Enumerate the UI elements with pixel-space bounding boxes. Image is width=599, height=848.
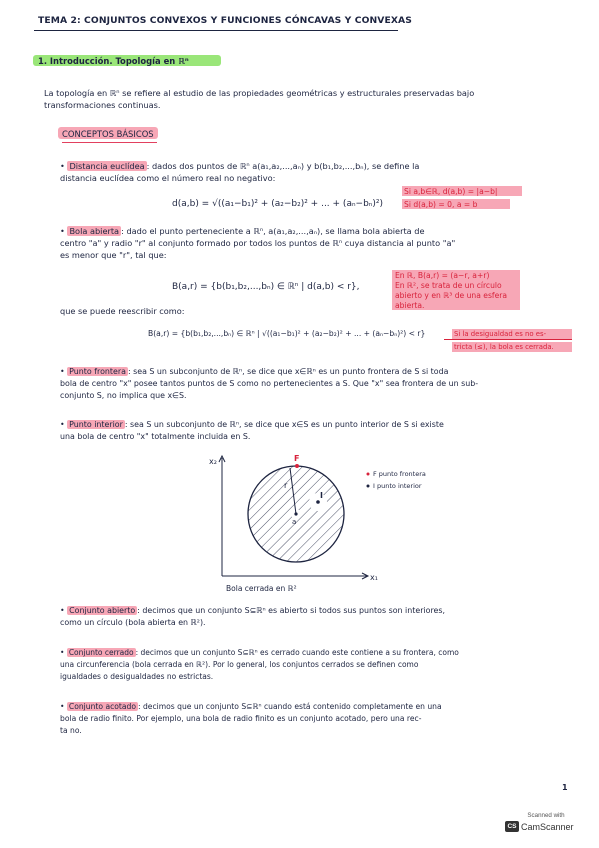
- frontier-label: F: [294, 454, 300, 463]
- abierto-line-1: • Conjunto abierto : decimos que un conjunto S⊆ℝⁿ es abierto si todos sus puntos son interiores,: [60, 606, 445, 615]
- acotado-line-1: • Conjunto acotado : decimos que un conjunto S⊆ℝⁿ cuando está contenido completamente en una: [60, 702, 442, 711]
- intro-line-1: La topología en ℝⁿ se refiere al estudio de las propiedades geométricas y estructurales preservadas bajo: [44, 88, 475, 98]
- camscanner-name: CamScanner: [521, 821, 574, 832]
- camscanner-logo-icon: CS: [505, 821, 519, 832]
- distancia-note-2: Si d(a,b) = 0, a = b: [404, 200, 478, 209]
- bola-note-6: tricta (≤), la bola es cerrada.: [454, 343, 554, 351]
- interior-line-2: una bola de centro "x" totalmente incluida en S.: [60, 432, 251, 441]
- x2-label: x₂: [209, 457, 217, 466]
- distancia-term: Distancia euclídea: [69, 161, 145, 171]
- acotado-line-3: ta no.: [60, 726, 82, 735]
- intro-line-2: transformaciones continuas.: [44, 100, 161, 110]
- distancia-formula: d(a,b) = √((a₁−b₁)² + (a₂−b₂)² + ... + (aₙ−bₙ)²): [172, 199, 384, 209]
- frontera-line-1: • Punto frontera : sea S un subconjunto de ℝⁿ, se dice que x∈ℝⁿ es un punto frontera de S si toda: [60, 367, 449, 376]
- cerrado-term: Conjunto cerrado: [68, 648, 134, 657]
- closed-ball-diagram: [200, 450, 480, 600]
- cerrado-line-3: igualdades o desigualdades no estrictas.: [60, 672, 214, 681]
- x1-label: x₁: [370, 573, 378, 582]
- cerrado-line-2: una circunferencia (bola cerrada en ℝ²). Por lo general, los conjuntos cerrados se definen como: [60, 660, 419, 669]
- diagram-caption: Bola cerrada en ℝ²: [226, 584, 297, 593]
- frontera-line-2: bola de centro "x" posee tantos puntos de S como no pertenecientes a S. Que "x" sea frontera de un sub-: [60, 379, 479, 388]
- radius-label: r: [284, 481, 288, 490]
- interior-line-1: • Punto interior : sea S un subconjunto de ℝⁿ, se dice que x∈S es un punto interior de S si existe: [60, 420, 444, 429]
- page-number: 1: [562, 783, 568, 792]
- bola-note-3: abierto y en ℝ³ de una esfera: [395, 291, 508, 300]
- bola-line-2: centro "a" y radio "r" al conjunto formado por todos los puntos de ℝⁿ cuya distancia al punto "a": [60, 238, 456, 248]
- bola-term: Bola abierta: [69, 226, 120, 236]
- distancia-note-1: Si a,b∈ℝ, d(a,b) = |a−b|: [404, 187, 498, 196]
- conceptos-underline: [62, 142, 157, 143]
- legend-interior: I punto interior: [373, 482, 422, 490]
- cerrado-line-1: • Conjunto cerrado : decimos que un conjunto S⊆ℝⁿ es cerrado cuando este contiene a su frontera, como: [60, 648, 459, 657]
- abierto-term: Conjunto abierto: [69, 606, 136, 615]
- center-label: a: [292, 518, 297, 526]
- bola-note-2: En ℝ², se trata de un círculo: [395, 281, 502, 290]
- camscanner-watermark: [505, 812, 587, 832]
- distancia-line-1: • Distancia euclídea : dados dos puntos de ℝⁿ a(a₁,a₂,...,aₙ) y b(b₁,b₂,...,bₙ), se define la: [60, 161, 420, 171]
- scanned-with-label: Scanned with: [527, 812, 565, 819]
- bola-note-1: En ℝ, B(a,r) = (a−r, a+r): [395, 271, 490, 280]
- interior-term: Punto interior: [69, 420, 123, 429]
- interior-point: [316, 500, 320, 504]
- distancia-line-2: distancia euclídea como el número real no negativo:: [60, 173, 276, 183]
- frontera-line-3: conjunto S, no implica que x∈S.: [60, 391, 187, 400]
- abierto-line-2: como un círculo (bola abierta en ℝ²).: [60, 618, 206, 627]
- bola-note-5: Si la desigualdad es no es-: [454, 330, 547, 338]
- section-title: 1. Introducción. Topología en ℝⁿ: [38, 56, 189, 66]
- acotado-term: Conjunto acotado: [68, 702, 137, 711]
- bola-rewrite: que se puede reescribir como:: [60, 306, 185, 316]
- bola-note-4: abierta.: [395, 301, 425, 310]
- bola-line-1: • Bola abierta : dado el punto perteneciente a ℝⁿ, a(a₁,a₂,...,aₙ), se llama bola abierta de: [60, 226, 425, 236]
- legend-frontier: F punto frontera: [373, 470, 426, 478]
- interior-label: I: [320, 491, 323, 500]
- conceptos-title: CONCEPTOS BÁSICOS: [62, 129, 154, 139]
- frontier-point: [295, 464, 299, 468]
- bola-formula-2: B(a,r) = {b(b₁,b₂,...,bₙ) ∈ ℝⁿ | √((a₁−b₁)² + (a₂−b₂)² + ... + (aₙ−bₙ)²) < r}: [148, 329, 426, 338]
- acotado-line-2: bola de radio finito. Por ejemplo, una bola de radio finito es un conjunto acotado, pero una rec-: [60, 714, 422, 723]
- center-point: [294, 512, 297, 515]
- page-title: TEMA 2: CONJUNTOS CONVEXOS Y FUNCIONES CÓNCAVAS Y CONVEXAS: [38, 15, 412, 26]
- note-underline: [444, 339, 572, 340]
- bola-line-3: es menor que "r", tal que:: [60, 250, 167, 260]
- bola-formula-1: B(a,r) = {b(b₁,b₂,...,bₙ) ∈ ℝⁿ | d(a,b) < r},: [172, 282, 360, 292]
- title-underline: [34, 30, 398, 31]
- frontera-term: Punto frontera: [69, 367, 126, 376]
